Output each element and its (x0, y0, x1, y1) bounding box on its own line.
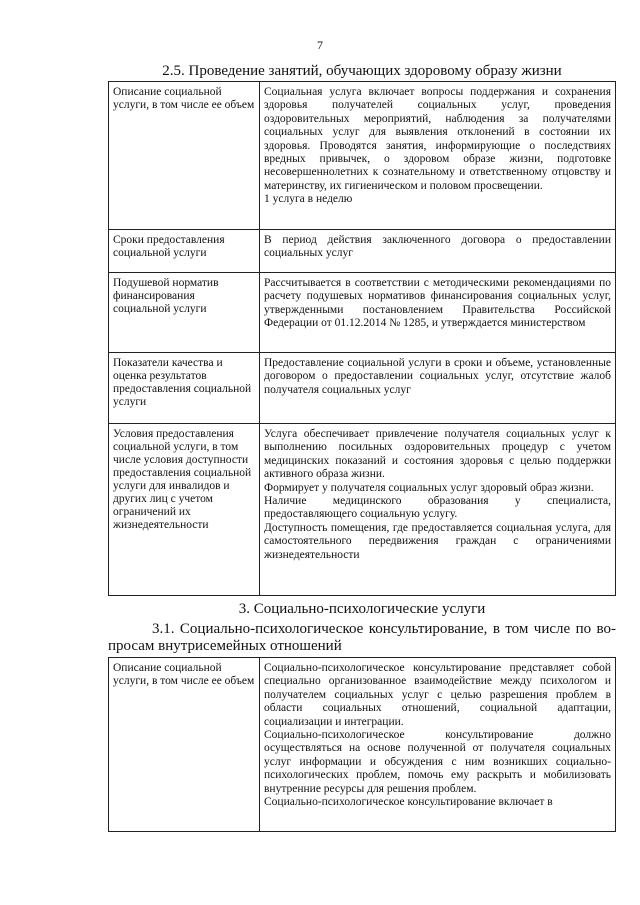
table-row (109, 353, 616, 424)
paragraph: Услуга обеспечивает привлечение получателя социальных услуг к выполнению посильных оздоровительных процедур с учетом медицинских показаний и состояния здоровья с целью поддержки активного образа жизни. (264, 428, 611, 481)
table-row (109, 424, 616, 596)
row-label: Описание социальной услуги, в том числе ее объем (109, 658, 260, 832)
section-3-1-table (108, 657, 616, 832)
paragraph: Наличие медицинского образования у специалиста, предоставляющего социальную услугу. (264, 495, 611, 521)
section-3-heading: 3. Социально-психологические услуги (238, 601, 486, 617)
row-value (260, 424, 616, 596)
row-value (260, 230, 616, 273)
table-row (109, 273, 616, 353)
paragraph: Доступность помещения, где предоставляется социальная услуга, для самостоятельного передвижения граждан с ограничениями жизнедеятельности (264, 521, 611, 561)
paragraph: Социальная услуга включает вопросы поддержания и сохранения здоровья получателей социальных услуг, проведения оздоровительных мероприятий, наблюдения за получателями социальных услуг для выявления отклонений в состоянии их здоровья. Проводятся занятия, информирующие о последствиях вредных привычек, о здоровом образе жизни, подготовке несовершеннолетних к сознательному и ответственному отцовству и материнству, их гигиеническом и половом просвещении. (264, 86, 611, 192)
section-2-5-table (108, 81, 616, 596)
row-label: Показатели качества и оценка результатов предоставления социальной услуги (109, 353, 260, 424)
table-row (109, 658, 616, 832)
paragraph: Социально-психологическое консультирование представляет собой специально организованное взаимодействие между психологом и получателем социальных услуг с целью разрешения проблем в области социальных отношений, социальной адаптации, социализации и интеграции. (264, 662, 611, 728)
row-value (260, 82, 616, 230)
paragraph: Социально-психологическое консультирование должно осуществляться на основе полученной от получателя социальных услуг информации и обсуждения с ним возникших социально-психологических проблем, помочь ему раскрыть и мобилизовать внутренние ресурсы для решения проблем. (264, 729, 611, 795)
paragraph: Рассчитывается в соответствии с методическими рекомендациями по расчету подушевых нормативов финансирования социальных услуг, утвержденными постановлением Правительства Российской Федерации от 01.12.2014 № 1285, и утверждается министерством (264, 277, 611, 330)
row-value (260, 658, 616, 832)
row-label: Описание социальной услуги, в том числе ее объем (109, 82, 260, 230)
row-label: Сроки предоставления социальной услуги (109, 230, 260, 273)
paragraph: Формирует у получателя социальных услуг здоровый образ жизни. (264, 481, 594, 494)
row-value (260, 353, 616, 424)
paragraph: Социально-психологическое консультирование включает в (264, 796, 553, 809)
table-row (109, 230, 616, 273)
table-row (109, 82, 616, 230)
row-label: Подушевой норматив финансирования социальной услуги (109, 273, 260, 353)
paragraph: Предоставление социальной услуги в сроки и объеме, установленные договором о предоставлении социальных услуг, отсутствие жалоб получателя социальных услуг (264, 357, 611, 396)
paragraph: В период действия заключенного договора о предоставлении социальных услуг (264, 234, 611, 260)
section-3-1-heading-line1: 3.1. Социально-психологическое консультирование, в том числе по во- (152, 621, 616, 637)
paragraph: 1 услуга в неделю (264, 193, 353, 206)
row-label: Условия предоставления социальной услуги, в том числе условия доступности предоставления социальной услуги для инвалидов и других лиц с учетом ограничений их жизнедеятельности (109, 424, 260, 596)
page-number: 7 (317, 38, 323, 52)
row-value (260, 273, 616, 353)
section-3-1-heading (108, 621, 616, 655)
section-2-5-heading: 2.5. Проведение занятий, обучающих здоровому образу жизни (162, 63, 562, 79)
section-3-1-heading-line2: просам внутрисемейных отношений (108, 638, 342, 654)
